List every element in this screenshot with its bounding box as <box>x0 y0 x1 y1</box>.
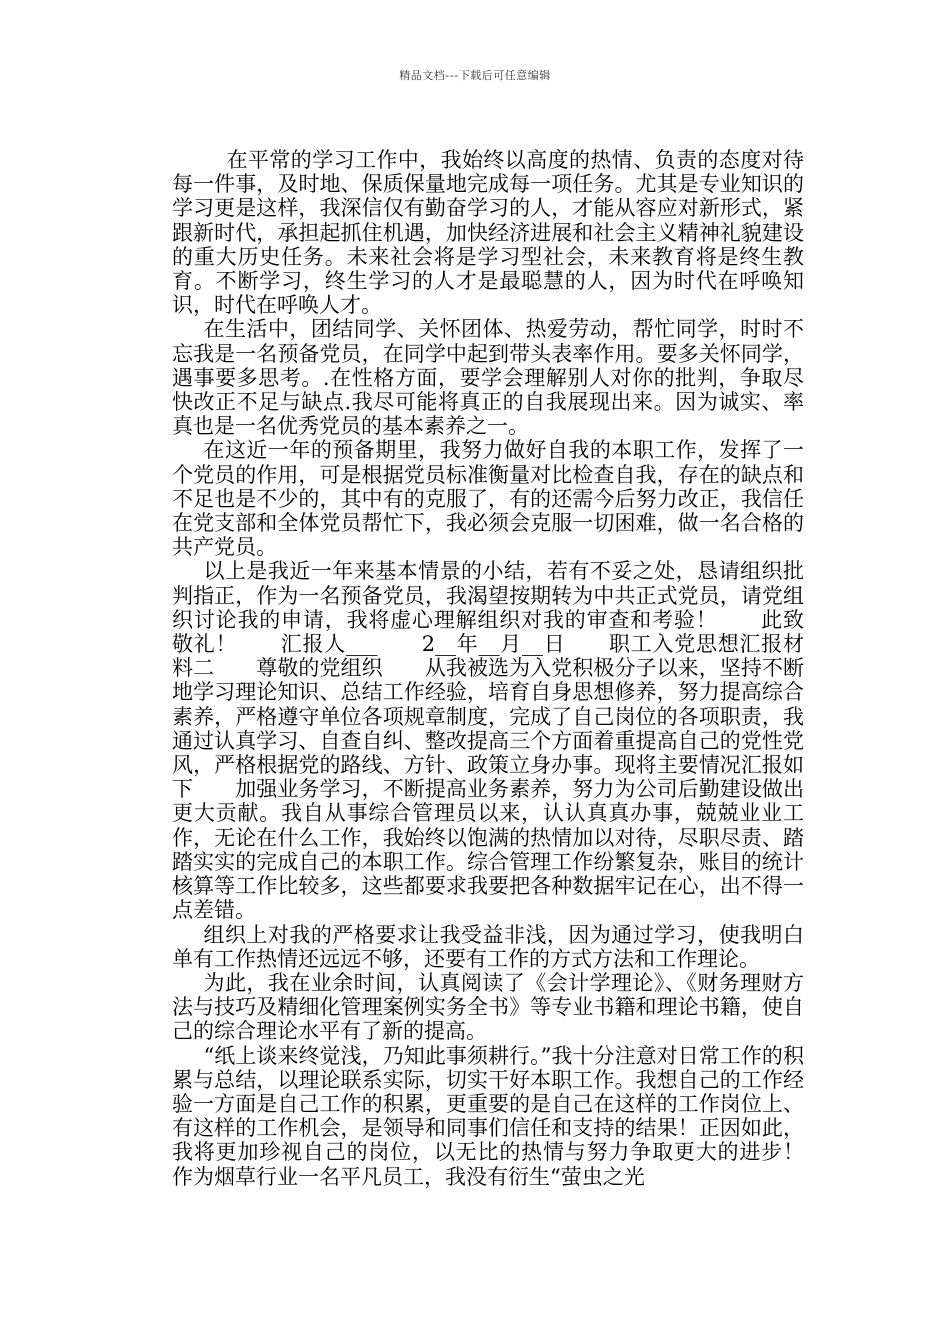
paragraph: 在生活中，团结同学、关怀团体、热爱劳动，帮忙同学，时时不忘我是一名预备党员，在同学中起到带头表率作用。要多关怀同学，遇事要多思考。.在性格方面，要学会理解别人对你的批判，争取尽快改正不足与缺点.我尽可能将真正的自我展现出来。因为诚实、率真也是一名优秀党员的基本素养之一。 <box>172 317 804 439</box>
page-header: 精品文档---下载后可任意编辑 <box>399 69 551 82</box>
paragraph: “纸上谈来终觉浅，乃知此事须耕行。”我十分注意对日常工作的积累与总结，以理论联系实际，切实干好本职工作。我想自己的工作经验一方面是自己工作的积累，更重要的是自己在这样的工作岗位上、有这样的工作机会，是领导和同事们信任和支持的结果！正因如此，我将更加珍视自己的岗位，以无比的热情与努力争取更大的进步！ 作为烟草行业一名平凡员工，我没有衍生“萤虫之光 <box>172 1043 846 1189</box>
document-body <box>172 148 846 1189</box>
paragraph: 组织上对我的严格要求让我受益非浅，因为通过学习，使我明白单有工作热情还远远不够，还要有工作的方式方法和工作理论。 <box>172 922 804 971</box>
paragraph: 在平常的学习工作中，我始终以高度的热情、负责的态度对待每一件事，及时地、保质保量地完成每一项任务。尤其是专业知识的学习更是这样，我深信仅有勤奋学习的人，才能从容应对新形式，紧跟新时代，承担起抓住机遇，加快经济进展和社会主义精神礼貌建设的重大历史任务。未来社会将是学习型社会，未来教育将是终生教育。不断学习，终生学习的人才是最聪慧的人，因为时代在呼唤知识，时代在呼唤人才。 <box>172 148 804 318</box>
paragraph: 在这近一年的预备期里，我努力做好自我的本职工作，发挥了一个党员的作用，可是根据党员标准衡量对比检查自我，存在的缺点和不足也是不少的，其中有的克服了，有的还需今后努力改正，我信任在党支部和全体党员帮忙下，我必须会克服一切困难，做一名合格的共产党员。 <box>172 438 804 560</box>
paragraph: 为此，我在业余时间，认真阅读了《会计学理论》、《财务理财方法与技巧及精细化管理案例实务全书》等专业书籍和理论书籍，使自己的综合理论水平有了新的提高。 <box>172 970 804 1044</box>
paragraph: 以上是我近一年来基本情景的小结，若有不妥之处，恳请组织批判指正，作为一名预备党员，我渴望按期转为中共正式党员，请党组织讨论我的申请，我将虚心理解组织对我的审查和考验！ 此致 敬礼！ 汇报人___ 2__年__月__日 职工入党思想汇报材料二 尊敬的党组织 从我被选为入党积极分子以来，坚持不断地学习理论知识、总结工作经验，培育自身思想修养，努力提高综合素养，严格遵守单位各项规章制度，完成了自己岗位的各项职责，我通过认真学习、自查自纠、整改提高三个方面着重提高自己的党性党风，严格根据党的路线、方针、政策立身办事。现将主要情况汇报如下 加强业务学习，不断提高业务素养，努力为公司后勤建设做出更大贡献。我自从事综合管理员以来，认认真真办事，兢兢业业工作，无论在什么工作，我始终以饱满的热情加以对待，尽职尽责、踏踏实实的完成自己的本职工作。综合管理工作纷繁复杂，账目的统计核算等工作比较多，这些都要求我要把各种数据牢记在心，出不得一点差错。 <box>172 559 846 923</box>
